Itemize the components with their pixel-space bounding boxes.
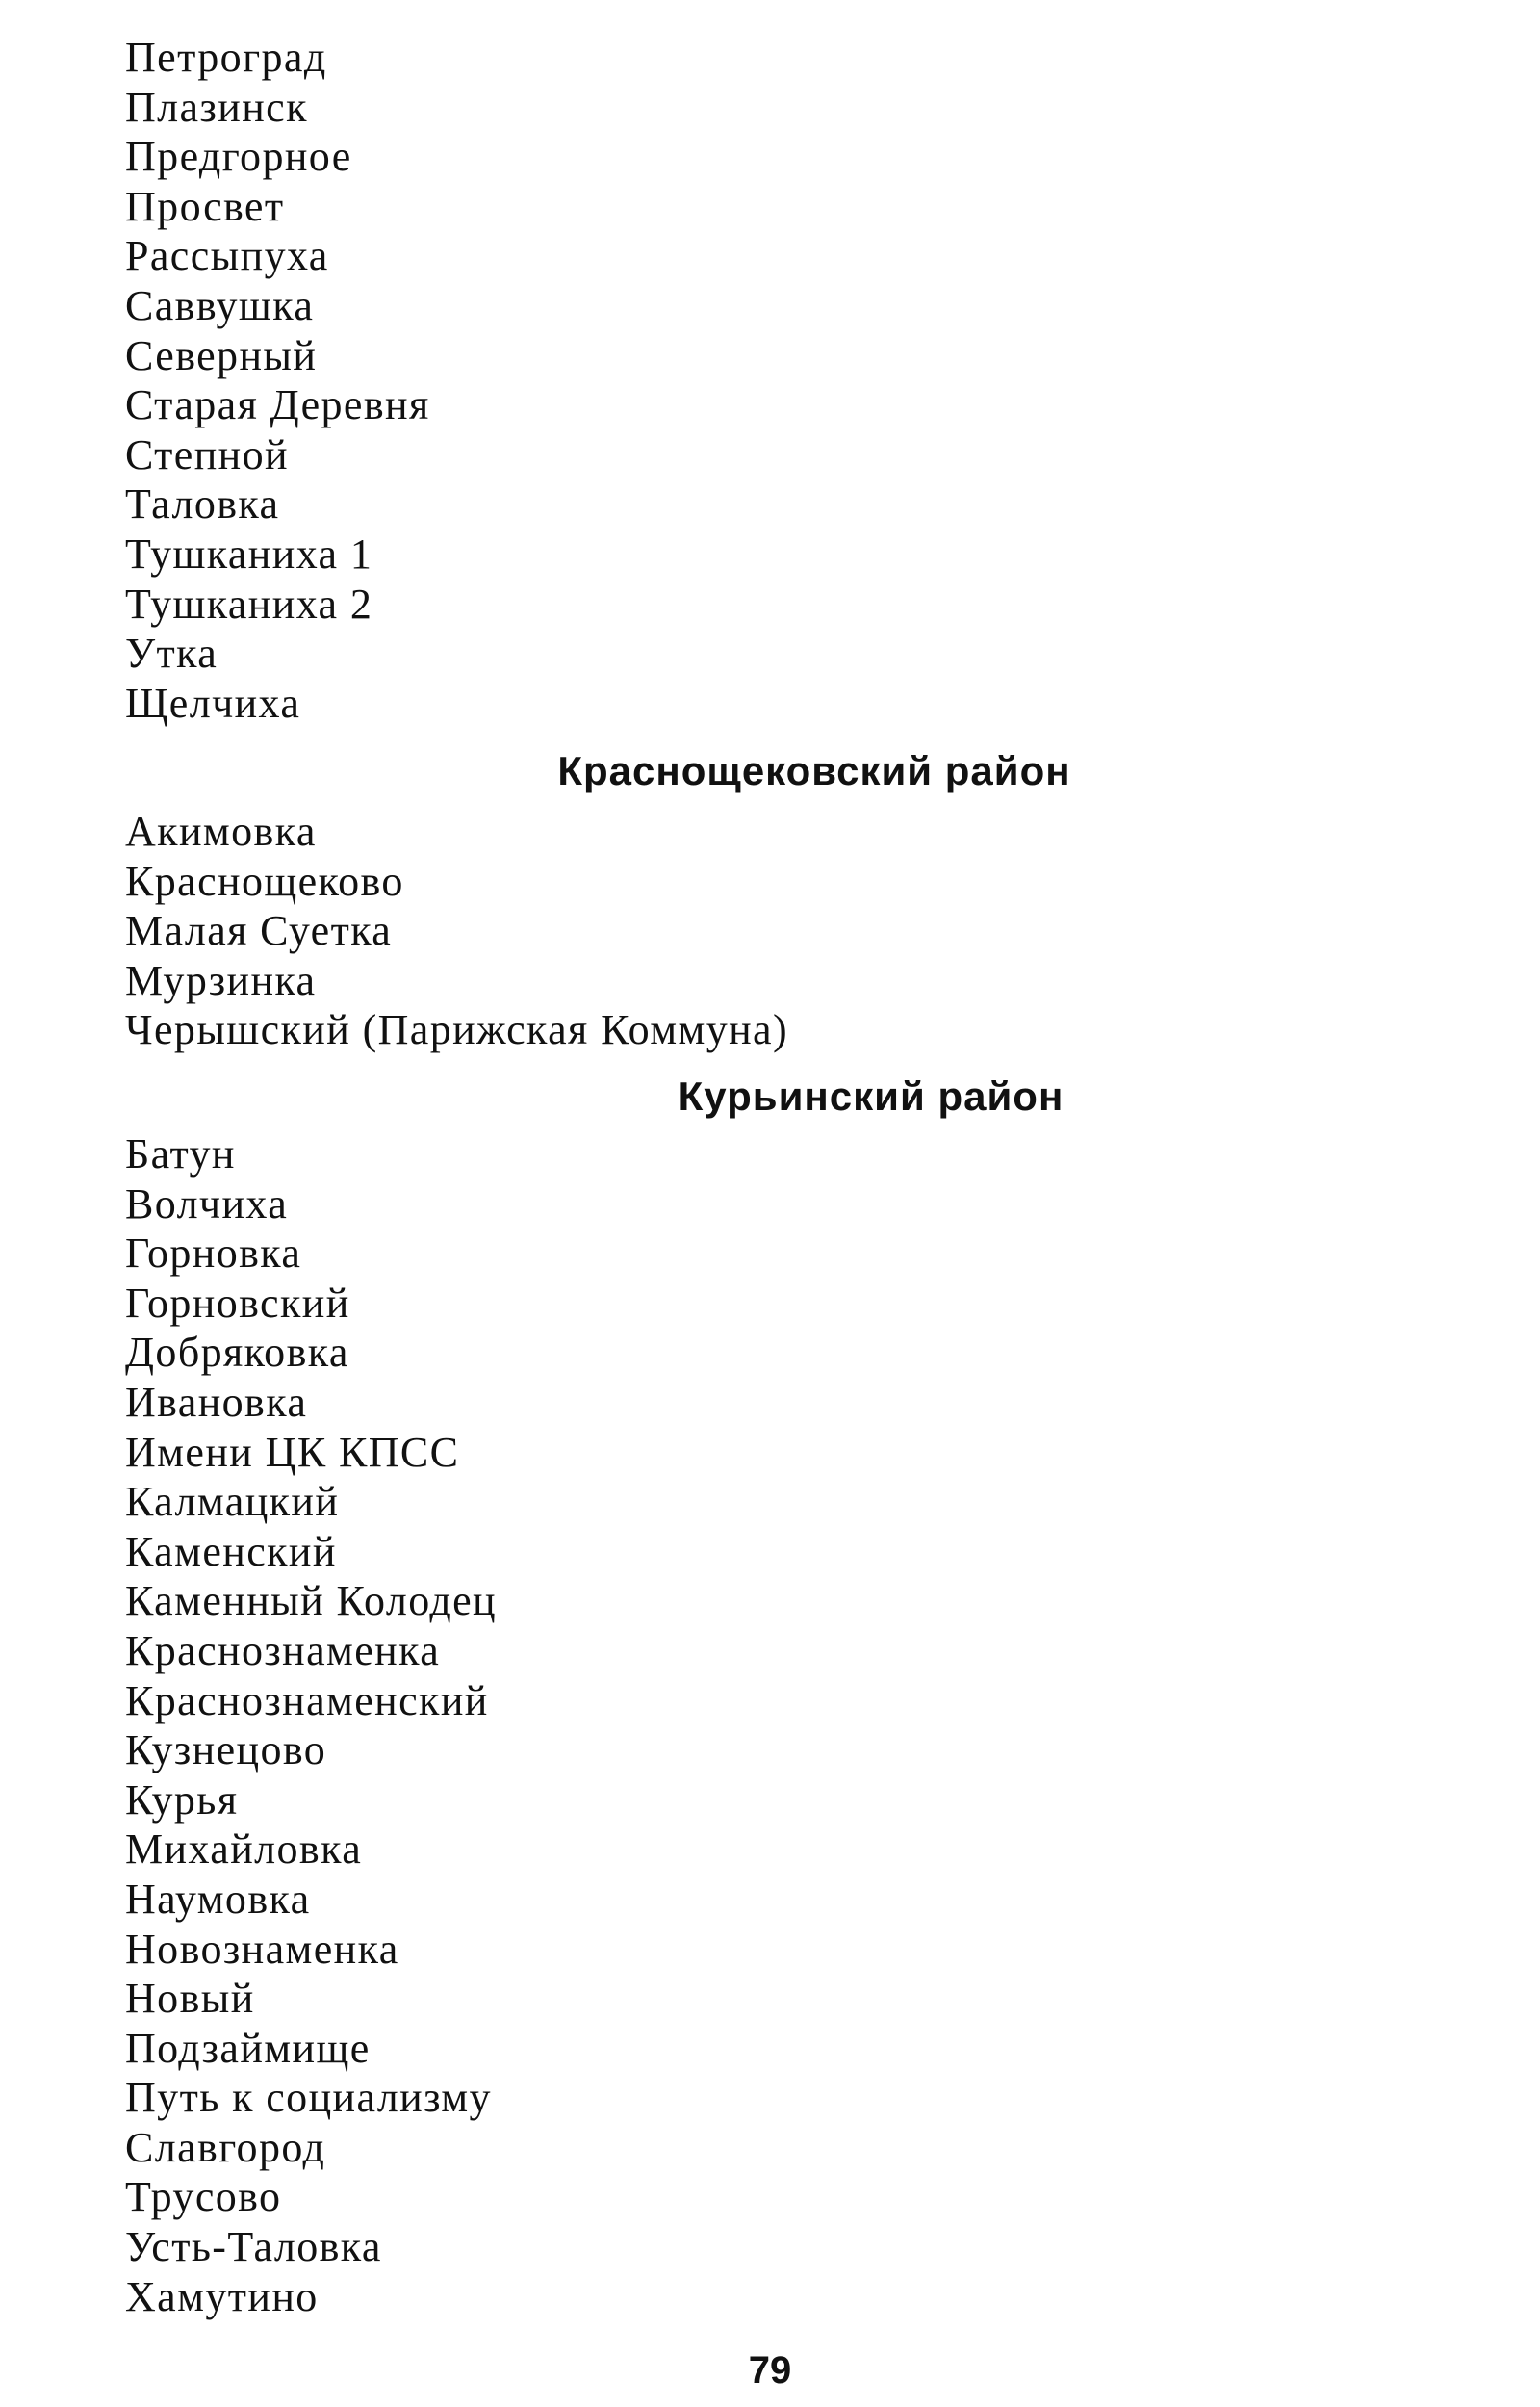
settlement-list-item: Горновка [125, 1229, 302, 1278]
settlement-list-item: Краснознаменка [125, 1626, 441, 1674]
settlement-list-item: Кузнецово [125, 1726, 327, 1774]
settlement-list-item: Усть-Таловка [125, 2223, 382, 2271]
settlement-list-item: Предгорное [125, 133, 352, 181]
settlement-list-item: Щелчиха [125, 679, 301, 727]
settlement-list-item: Батун [125, 1130, 236, 1178]
settlement-list-item: Михайловка [125, 1825, 363, 1874]
settlement-list-item: Таловка [125, 480, 280, 529]
settlement-list-item: Волчиха [125, 1179, 289, 1228]
settlement-list-item: Горновский [125, 1279, 350, 1327]
settlement-list-kuryinsky [125, 1129, 497, 2321]
settlement-list-item: Славгород [125, 2123, 326, 2171]
settlement-list-item: Просвет [125, 182, 285, 230]
settlement-list-item: Петроград [125, 34, 327, 81]
settlement-list-item: Путь к социализму [125, 2074, 492, 2122]
settlement-list-item: Тушканиха 1 [125, 530, 373, 578]
settlement-list-item: Северный [125, 331, 318, 379]
settlement-list-item: Новознаменка [125, 1925, 399, 1973]
settlement-list-item: Имени ЦК КПСС [125, 1428, 460, 1476]
settlement-list-item: Каменский [125, 1527, 337, 1575]
page-number: 79 [748, 2349, 792, 2392]
settlement-list-item: Старая Деревня [125, 381, 430, 429]
settlement-list-item: Рассыпуха [125, 232, 329, 280]
settlement-list-item: Трусово [125, 2173, 282, 2221]
settlement-list-item: Подзаймище [125, 2024, 371, 2072]
settlement-list-item: Тушканиха 2 [125, 580, 373, 628]
settlement-list-item: Малая Суетка [125, 907, 393, 955]
settlement-list-item: Саввушка [125, 281, 315, 329]
settlement-list-item: Утка [125, 630, 218, 678]
settlement-list-item: Добряковка [125, 1329, 349, 1377]
settlement-list-krasnoshchekovsky [125, 807, 788, 1055]
settlement-list-item: Акимовка [125, 808, 317, 855]
settlement-list-item: Плазинск [125, 83, 308, 131]
settlement-list-item: Каменный Колодец [125, 1577, 498, 1625]
settlement-list-item: Курья [125, 1775, 239, 1824]
settlement-list-item: Краснощеково [125, 857, 404, 905]
settlement-list-continued [125, 33, 430, 728]
settlement-list-item: Черышский (Парижская Коммуна) [125, 1006, 789, 1054]
settlement-list-item: Наумовка [125, 1875, 311, 1923]
settlement-list-item: Новый [125, 1975, 255, 2023]
section-heading-krasnoshchekovsky: Краснощековский район [557, 748, 1071, 793]
settlement-list-item: Хамутино [125, 2272, 319, 2320]
settlement-list-item: Краснознаменский [125, 1676, 489, 1724]
settlement-list-item: Ивановка [125, 1378, 308, 1426]
settlement-list-item: Степной [125, 430, 289, 479]
settlement-list-item: Мурзинка [125, 956, 317, 1004]
settlement-list-item: Калмацкий [125, 1478, 340, 1526]
section-heading-kuryinsky: Курьинский район [678, 1074, 1065, 1119]
